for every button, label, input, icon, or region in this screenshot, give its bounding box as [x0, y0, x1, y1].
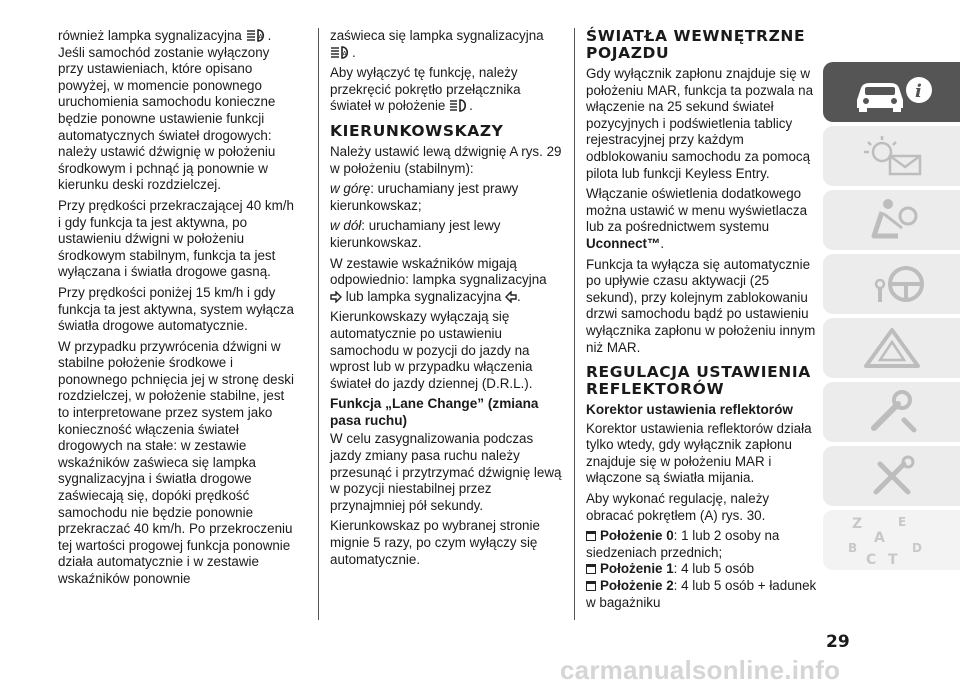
paragraph: Aby wykonać regulację, należy obracać pokrętłem (A) rys. 30.	[586, 491, 770, 523]
section-heading: ŚWIATŁA WEWNĘTRZNE POJAZDU	[586, 27, 806, 62]
section-heading: KIERUNKOWSKAZY	[330, 121, 504, 140]
tab-technical-data[interactable]	[823, 446, 960, 506]
bullet-icon	[586, 531, 596, 541]
index-letter: D	[911, 541, 922, 555]
wrench-icon	[852, 390, 932, 434]
paragraph: Kierunkowskaz po wybranej stronie mignie 5 razy, po czym wyłączy się automatycznie.	[330, 518, 540, 567]
index-letter: Z	[851, 516, 862, 532]
paragraph: Włączanie oświetlenia dodatkowego można ustawić w menu wyświetlacza lub za pośrednictwem systemu Uconnect™.	[586, 186, 808, 251]
tab-safety[interactable]	[823, 190, 960, 250]
steering-key-icon	[852, 262, 932, 306]
paragraph: Gdy wyłącznik zapłonu znajduje się w położeniu MAR, funkcja ta pozwala na włączenie na 25 sekund świateł pozycyjnych i podświetlenia tablicy rejestracyjnej przy każdym odblokowaniu samochodu za pomocą pilota lub funkcji Keyless Entry.	[586, 66, 814, 181]
text-column-3	[586, 28, 818, 615]
text-column-1	[58, 28, 298, 592]
index-letter: E	[897, 515, 906, 529]
paragraph: w dół: uruchamiany jest lewy kierunkowskaz.	[330, 218, 501, 250]
text-column-2	[330, 28, 562, 572]
paragraph: Aby wyłączyć tę funkcję, należy przekręcić pokrętło przełącznika świateł w położenie .	[330, 65, 521, 114]
high-beam-auto-icon	[330, 46, 352, 59]
paragraph: W zestawie wskaźników migają odpowiednio: lampka sygnalizacyjna lub lampka sygnalizacyjna .	[330, 255, 547, 304]
tab-emergency[interactable]	[823, 318, 960, 378]
svg-text:A: A	[258, 33, 263, 41]
warning-triangle-icon	[852, 326, 932, 370]
subsection-heading: Funkcja „Lane Change” (zmiana pasa ruchu)	[330, 396, 539, 428]
list-item: Położenie 0: 1 lub 2 osoby na siedzeniach przednich;	[586, 528, 780, 560]
car-info-icon	[847, 70, 937, 114]
tab-index[interactable]	[823, 510, 960, 570]
warning-lights-icon	[852, 134, 932, 178]
high-beam-icon	[449, 99, 469, 112]
seat-airbag-icon	[852, 198, 932, 242]
index-letter: C	[865, 552, 876, 568]
paragraph: Należy ustawić lewą dźwignię A rys. 29 w położeniu (stabilnym):	[330, 143, 562, 176]
tab-warning-lights[interactable]	[823, 126, 960, 186]
index-letter: A	[873, 530, 885, 546]
tools-icon	[852, 454, 932, 498]
left-turn-signal-icon	[505, 291, 517, 303]
bullet-icon	[586, 564, 596, 574]
bullet-icon	[586, 581, 596, 591]
index-letters-icon	[842, 512, 942, 568]
tab-servicing[interactable]	[823, 382, 960, 442]
tab-car-info[interactable]	[823, 62, 960, 122]
paragraph: Kierunkowskazy wyłączają się automatycznie po ustawieniu samochodu w pozycji do jazdy na wprost lub w przypadku włączenia świateł do jazdy dziennej (D.R.L.).	[330, 309, 533, 391]
list-item: Położenie 1: 4 lub 5 osób	[586, 561, 818, 578]
paragraph: W celu zasygnalizowania podczas jazdy zmiany pasa ruchu należy przesunąć i przytrzymać dźwignię lewą w pozycji niestabilnej przez przynajmniej pół sekundy.	[330, 431, 562, 513]
section-heading: REGULACJA USTAWIENIA REFLEKTORÓW	[586, 363, 811, 399]
list-item: Położenie 2: 4 lub 5 osób + ładunek w bagażniku	[586, 578, 817, 610]
paragraph: Przy prędkości przekraczającej 40 km/h i gdy funkcja ta jest aktywna, po ustawieniu dźwigni w położeniu środkowym stabilnym, funkcja ta jest wyłączana i światła drogowe gasną.	[58, 197, 294, 280]
index-letter: B	[847, 541, 857, 555]
tab-starting-driving[interactable]	[823, 254, 960, 314]
paragraph: W przypadku przywrócenia dźwigni w stabilne położenie środkowe i ponownego pchnięcia jej w stronę deski rozdzielczej, w położenie stabilne, jest to interpretowane przez system jako konieczność włączenia świateł drogowych na stałe: w zestawie wskaźników zaświeca się lampka sygnalizacyjna i światła drogowe zaświecają się, dopóki prędkość samochodu nie będzie ponownie przekraczać 40 km/h. Po przekroczeniu tej wartości progowej funkcja ponownie działa automatycznie i w zestawie wskaźników ponownie	[58, 338, 294, 586]
paragraph: Przy prędkości poniżej 15 km/h i gdy funkcja ta jest aktywna, system wyłącza światła drogowe automatycznie.	[58, 284, 294, 334]
watermark: carmanualsonline.info	[560, 655, 841, 685]
paragraph: Korektor ustawienia reflektorów działa tylko wtedy, gdy wyłącznik zapłonu znajduje się w położeniu MAR i włączone są światła mijania.	[586, 420, 812, 486]
column-divider	[318, 28, 319, 620]
right-turn-signal-icon	[330, 291, 342, 303]
high-beam-auto-icon	[246, 29, 268, 42]
column-divider	[574, 28, 575, 620]
paragraph: w górę: uruchamiany jest prawy kierunkowskaz;	[330, 181, 519, 213]
paragraph: zaświeca się lampka sygnalizacyjna A .	[330, 28, 544, 60]
paragraph: również lampka sygnalizacyjna A . Jeśli samochód zostanie wyłączony przy ustawieniach, które opisano powyżej, w momencie ponownego uruchomienia samochodu konieczne będzie ponowne ustawienie funkcji automatycznych świateł drogowych: należy ustawić dźwignię w położeniu środkowym i pchnąć ją ponownie w kierunku deski rozdzielczej.	[58, 28, 276, 193]
svg-text:A: A	[342, 50, 347, 58]
subsection-heading: Korektor ustawienia reflektorów	[586, 402, 793, 418]
index-letter: T	[887, 552, 898, 568]
page-number: 29	[826, 632, 850, 652]
svg-text:i: i	[914, 81, 922, 102]
paragraph: Funkcja ta wyłącza się automatycznie po upływie czasu aktywacji (25 sekund), przy kolejnym zablokowaniu drzwi samochodu bądź po ustawieniu wyłącznika zapłonu w położeniu innym niż MAR.	[586, 256, 816, 355]
